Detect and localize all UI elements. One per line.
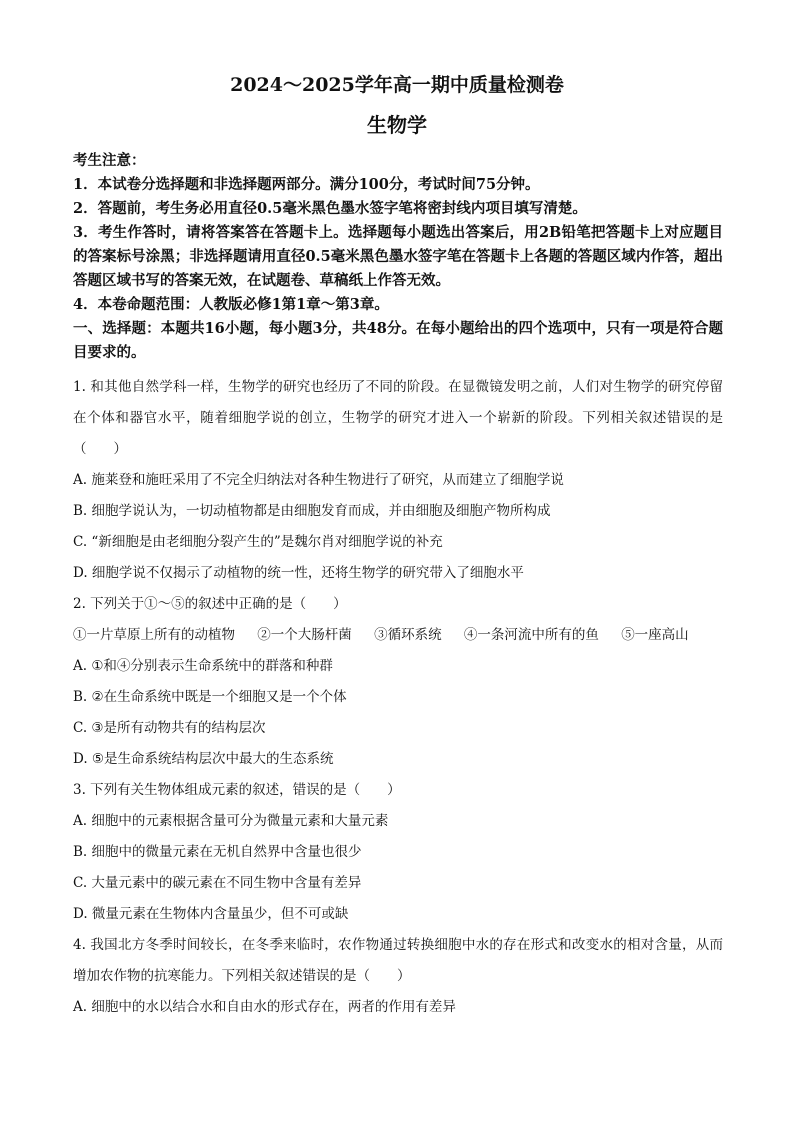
exam-title: 2024～2025学年高一期中质量检测卷 <box>230 74 564 96</box>
subject-title: 生物学 <box>367 113 427 137</box>
question-stem: 3. 下列有关生物体组成元素的叙述，错误的是（ ） <box>73 782 401 798</box>
question-stem: 2. 下列关于①～⑤的叙述中正确的是（ ） <box>73 596 347 612</box>
option-a: A. 细胞中的元素根据含量可分为微量元素和大量元素 <box>73 813 389 829</box>
option-b: B. 细胞中的微量元素在无机自然界中含量也很少 <box>73 844 362 860</box>
question-item: ①一片草原上所有的动植物 <box>73 627 235 643</box>
option-d: D. 微量元素在生物体内含量虽少，但不可或缺 <box>73 906 349 922</box>
notice-item: 2．答题前，考生务必用直径0.5毫米黑色墨水签字笔将密封线内项目填写清楚。 <box>73 200 587 217</box>
question-stem: 4. 我国北方冬季时间较长，在冬季来临时，农作物通过转换细胞中水的存在形式和改变水的相对含量，从而增加农作物的抗寒能力。下列相关叙述错误的是（ ） <box>73 937 723 984</box>
question-stem: 1. 和其他自然学科一样，生物学的研究也经历了不同的阶段。在显微镜发明之前，人们对生物学的研究停留在个体和器官水平，随着细胞学说的创立，生物学的研究才进入一个崭新的阶段。下列相关叙述错误的是（ ） <box>73 379 723 457</box>
question-item: ③循环系统 <box>374 627 442 643</box>
section-heading: 一、选择题：本题共16小题，每小题3分，共48分。在每小题给出的四个选项中，只有一项是符合题目要求的。 <box>73 320 723 361</box>
option-c: C. 大量元素中的碳元素在不同生物中含量有差异 <box>73 875 362 891</box>
question-item: ②一个大肠杆菌 <box>257 627 352 643</box>
notice-item: 1．本试卷分选择题和非选择题两部分。满分100分，考试时间75分钟。 <box>73 176 540 193</box>
question-item: ④一条河流中所有的鱼 <box>463 627 599 643</box>
option-c: C. ③是所有动物共有的结构层次 <box>73 720 266 736</box>
exam-notice <box>73 149 723 365</box>
question-item: ⑤一座高山 <box>621 627 689 643</box>
option-a: A. 施莱登和施旺采用了不完全归纳法对各种生物进行了研究，从而建立了细胞学说 <box>73 472 564 488</box>
option-c: C. “新细胞是由老细胞分裂产生的”是魏尔肖对细胞学说的补充 <box>73 534 443 550</box>
question-list <box>73 372 723 1023</box>
question-items <box>73 620 723 651</box>
notice-item: 3．考生作答时，请将答案答在答题卡上。选择题每小题选出答案后，用2B铅笔把答题卡上对应题目的答案标号涂黑；非选择题请用直径0.5毫米黑色墨水签字笔在答题卡上各题的答题区域内作答，超出答题区域书写的答案无效，在试题卷、草稿纸上作答无效。 <box>73 224 723 289</box>
notice-heading: 考生注意： <box>73 152 146 169</box>
option-a: A. ①和④分别表示生命系统中的群落和种群 <box>73 658 333 674</box>
option-b: B. 细胞学说认为，一切动植物都是由细胞发育而成，并由细胞及细胞产物所构成 <box>73 503 551 519</box>
option-d: D. ⑤是生命系统结构层次中最大的生态系统 <box>73 751 334 767</box>
option-b: B. ②在生命系统中既是一个细胞又是一个个体 <box>73 689 347 705</box>
option-d: D. 细胞学说不仅揭示了动植物的统一性，还将生物学的研究带入了细胞水平 <box>73 565 524 581</box>
notice-item: 4．本卷命题范围：人教版必修1第1章～第3章。 <box>73 296 389 313</box>
option-a: A. 细胞中的水以结合水和自由水的形式存在，两者的作用有差异 <box>73 999 456 1015</box>
